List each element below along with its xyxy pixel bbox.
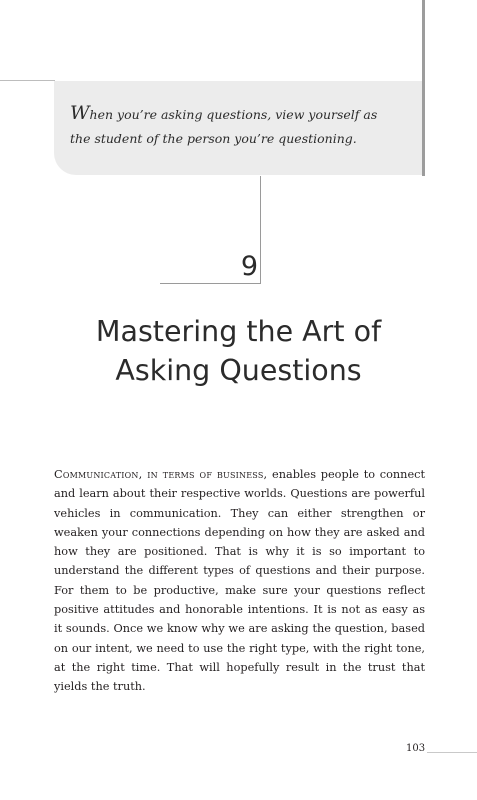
- body-paragraph: [54, 465, 425, 697]
- epigraph-dropcap: W: [70, 102, 90, 124]
- chapter-number: 9: [240, 251, 258, 282]
- chapter-horizontal-rule: [160, 283, 261, 284]
- chapter-title-line-1: Mastering the Art of: [95, 315, 382, 348]
- chapter-title: [40, 312, 437, 390]
- body-text: enables people to connect and learn about their respective worlds. Questions are powerful vehicles in communication. They can either strengthen or weaken your connections depending on how they are asked and how they are positioned. That is why it is so important to understand the different types of questions and their purpose. For them to be productive, make sure your questions reflect positive attitudes and honorable intentions. It is not as easy as it sounds. Once we know why we are asking the question, based on our intent, we need to use the right type, with the right tone, at the right time. That will hopefully result in the trust that yields the truth.: [54, 468, 425, 694]
- epigraph-box: [54, 81, 422, 175]
- page-number-rule: [427, 752, 477, 753]
- right-margin-rule: [422, 0, 425, 176]
- chapter-title-line-2: Asking Questions: [115, 354, 362, 387]
- chapter-vertical-rule: [260, 176, 261, 283]
- epigraph-body: hen you’re asking questions, view yourself as the student of the person you’re questioning.: [70, 107, 378, 146]
- page-number: 103: [406, 743, 426, 754]
- top-left-rule: [0, 80, 55, 81]
- body-lead-smallcaps: Communication, in terms of business,: [54, 468, 268, 481]
- epigraph-text: [70, 101, 400, 151]
